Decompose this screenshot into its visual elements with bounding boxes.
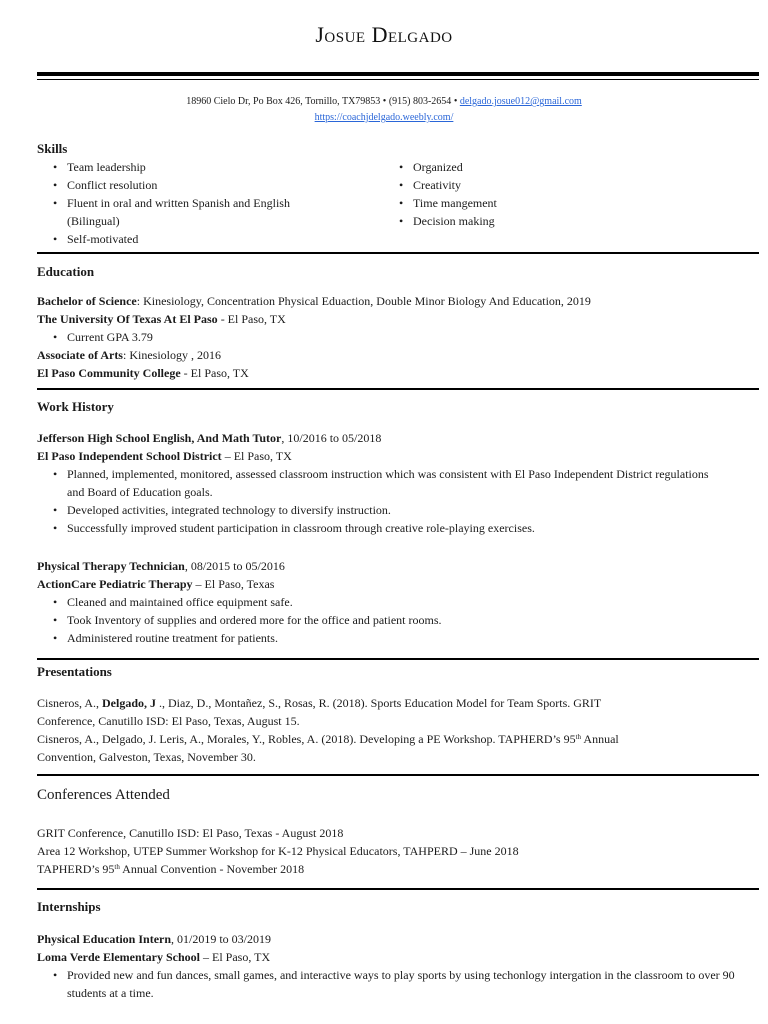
education-bullet: • Current GPA 3.79 (37, 328, 759, 346)
skills-list-left (37, 158, 337, 248)
skill-item: • Organized (383, 158, 683, 176)
header-divider-thick (37, 72, 759, 76)
skill-item: • Creativity (383, 176, 683, 194)
skill-item: • Time mangement (383, 194, 683, 212)
citation-text: ., Diaz, D., Montañez, S., Rosas, R. (2018). Sports Education Model for Team Sports. GRIT (156, 696, 602, 710)
citation-text: Convention, Galveston, Texas, November 30. (37, 750, 256, 764)
school-name: El Paso Community College (37, 366, 181, 380)
job-bullet: • Developed activities, integrated technology to diversify instruction. (37, 501, 727, 519)
separator: • (382, 96, 387, 107)
conference-text: Annual Convention - November 2018 (119, 862, 305, 876)
internships-heading: Internships (37, 899, 101, 914)
website-link[interactable]: https://coachjdelgado.weebly.com/ (314, 112, 454, 123)
section-divider (37, 658, 759, 660)
degree-detail: : Kinesiology, Concentration Physical Eduaction, Double Minor Biology And Education, 2019 (136, 294, 591, 308)
presentations-section (37, 663, 759, 766)
presentation-entry (37, 694, 759, 712)
presentations-heading: Presentations (37, 664, 112, 679)
education-bullets (37, 328, 759, 346)
job-bullets (37, 593, 759, 647)
degree-title: Bachelor of Science (37, 294, 137, 308)
job-bullet: • Successfully improved student participation in classroom through creative role-playing exercises. (37, 519, 727, 537)
employer-name: ActionCare Pediatric Therapy (37, 577, 193, 591)
presentation-entry (37, 730, 759, 748)
internship-dates: , 01/2019 to 03/2019 (171, 932, 272, 946)
conference-entry: GRIT Conference, Canutillo ISD: El Paso, Texas - August 2018 (37, 826, 344, 840)
citation-text: Conference, Canutillo ISD: El Paso, Texas, August 15. (37, 714, 300, 728)
job-bullets (37, 465, 727, 537)
work-history-section (37, 398, 759, 647)
citation-author-highlight: Delgado, J (102, 696, 157, 710)
candidate-name: Josue Delgado (315, 22, 453, 47)
conference-entry (37, 860, 759, 878)
contact-info (0, 94, 768, 126)
job-bullet: • Planned, implemented, monitored, assessed classroom instruction which was consistent with El Paso Independent District regulations and Board of Education goals. (37, 465, 727, 501)
conferences-heading: Conferences Attended (37, 787, 170, 803)
job-dates: , 10/2016 to 05/2018 (281, 431, 382, 445)
contact-line (0, 94, 768, 110)
job-bullet: • Administered routine treatment for patients. (37, 629, 759, 647)
skills-section (37, 140, 759, 246)
education-heading: Education (37, 264, 95, 279)
degree-title: Associate of Arts (37, 348, 123, 362)
internship-title: Physical Education Intern (37, 932, 172, 946)
job-bullet: • Took Inventory of supplies and ordered more for the office and patient rooms. (37, 611, 759, 629)
education-section (37, 263, 759, 382)
section-divider (37, 252, 759, 254)
school-location: - El Paso, TX (180, 366, 249, 380)
employer-location: – El Paso, Texas (192, 577, 275, 591)
employer-name: El Paso Independent School District (37, 449, 222, 463)
internship-location: – El Paso, TX (200, 950, 271, 964)
conference-entry: Area 12 Workshop, UTEP Summer Workshop for K-12 Physical Educators, TAHPERD – June 2018 (37, 844, 519, 858)
skills-list-right (383, 158, 683, 230)
job-title: Jefferson High School English, And Math Tutor (37, 431, 282, 445)
address: 18960 Cielo Dr, Po Box 426, Tornillo, TX79853 (186, 96, 381, 107)
work-history-heading: Work History (37, 399, 114, 414)
skill-item: • Fluent in oral and written Spanish and English (Bilingual) (37, 194, 337, 230)
header-divider-thin (37, 79, 759, 80)
internship-bullets (37, 966, 737, 1002)
section-divider (37, 774, 759, 776)
employer-location: – El Paso, TX (221, 449, 292, 463)
skill-item: • Decision making (383, 212, 683, 230)
job-dates: , 08/2015 to 05/2016 (184, 559, 285, 573)
job-title: Physical Therapy Technician (37, 559, 185, 573)
ordinal-suffix: th (575, 733, 582, 741)
section-divider (37, 888, 759, 890)
skill-item: • Team leadership (37, 158, 337, 176)
section-divider (37, 388, 759, 390)
internships-section (37, 898, 759, 1002)
internship-bullet: • Provided new and fun dances, small games, and interactive ways to play sports by using techonlogy intergation in the classroom to over 90 students at a time. (37, 966, 737, 1002)
citation-text: Cisneros, A., Delgado, J. Leris, A., Morales, Y., Robles, A. (2018). Developing a PE Workshop. TAPHERD’s 95 (37, 732, 576, 746)
conference-text: TAPHERD’s 95 (37, 862, 115, 876)
citation-text: Cisneros, A., (37, 696, 103, 710)
separator: • (453, 96, 458, 107)
email-link[interactable]: delgado.josue012@gmail.com (459, 96, 582, 107)
conferences-section (37, 786, 759, 878)
school-name: The University Of Texas At El Paso (37, 312, 218, 326)
skill-item: • Conflict resolution (37, 176, 337, 194)
skill-item: • Self-motivated (37, 230, 337, 248)
degree-detail: : Kinesiology , 2016 (122, 348, 221, 362)
internship-school: Loma Verde Elementary School (37, 950, 200, 964)
phone: (915) 803-2654 (388, 96, 452, 107)
skills-heading: Skills (37, 141, 68, 156)
ordinal-suffix: th (114, 863, 120, 871)
school-location: - El Paso, TX (217, 312, 286, 326)
citation-text: Annual (581, 732, 619, 746)
job-bullet: • Cleaned and maintained office equipment safe. (37, 593, 759, 611)
